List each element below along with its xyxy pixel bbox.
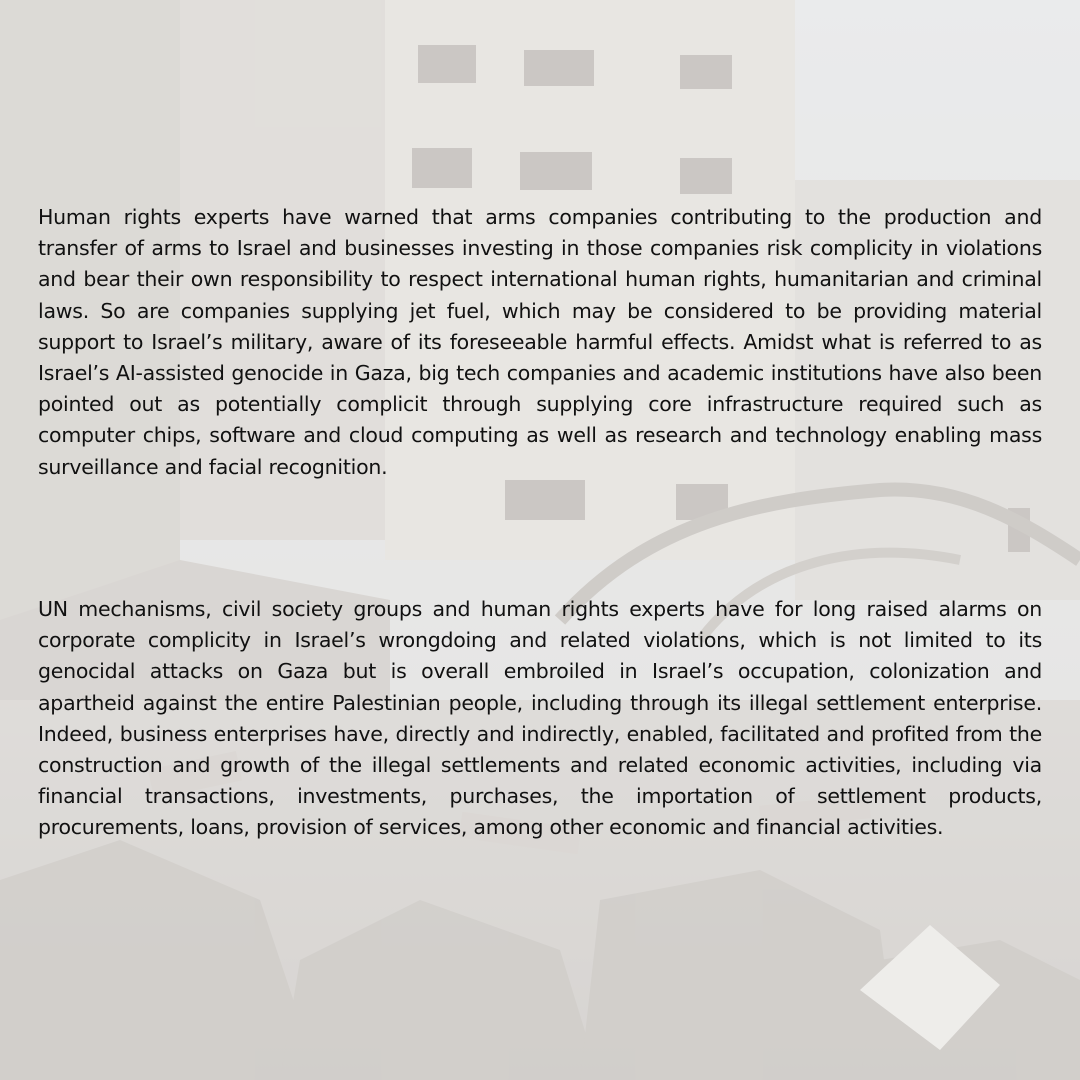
paragraph-un-mechanisms: UN mechanisms, civil society groups and human rights experts have for long raised alarms on corporate complicity in Israel’s wrongdoing and related violations, which is not limited to its genocidal attacks on Gaza but is overall embroiled in Israel’s occupation, colonization and apartheid against the entire Palestinian people, including through its illegal settlement enterprise. Indeed, business enterprises have, directly and indirectly, enabled, facilitated and profited from the construction and growth of the illegal settlements and related economic activities, including via financial transactions, investments, purchases, the importation of settlement products, procurements, loans, provision of services, among other economic and financial activities. xyxy=(38,597,1042,840)
paragraph-arms-companies: Human rights experts have warned that arms companies contributing to the production and transfer of arms to Israel and businesses investing in those companies risk complicity in violations and bear their own responsibility to respect international human rights, humanitarian and criminal laws. So are companies supplying jet fuel, which may be considered to be providing material support to Israel’s military, aware of its foreseeable harmful effects. Amidst what is referred to as Israel’s AI-assisted genocide in Gaza, big tech companies and academic institutions have also been pointed out as potentially complicit through supplying core infrastructure required such as computer chips, software and cloud computing as well as research and technology enabling mass surveillance and facial recognition. xyxy=(38,205,1042,479)
